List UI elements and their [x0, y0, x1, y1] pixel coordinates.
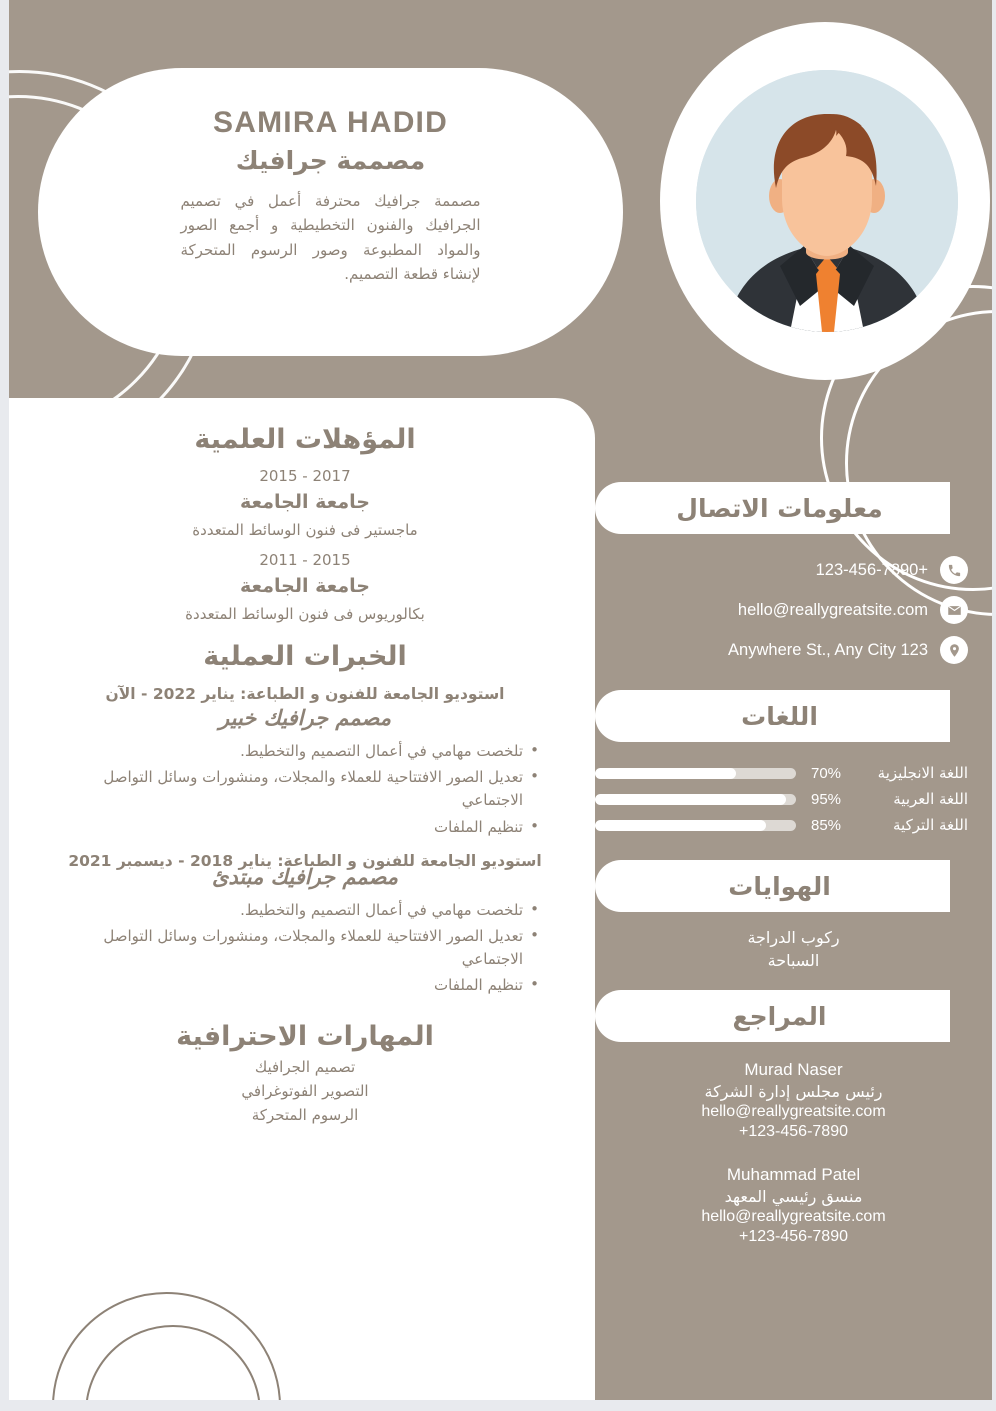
skill-item: تصميم الجرافيك	[254, 1057, 356, 1076]
language-progress-fill	[595, 794, 786, 805]
contact-address-value: 123 Anywhere St., Any City	[728, 640, 928, 659]
education-entry	[37, 551, 573, 623]
experience-bullet-list	[71, 899, 539, 998]
language-percent: 95%	[810, 790, 842, 808]
language-name: اللغة الانجليزية	[877, 764, 968, 782]
reference-role: منسق رئيسي المعهد	[724, 1187, 863, 1206]
phone-icon	[940, 556, 968, 584]
hobby-item: السباحة	[767, 951, 820, 970]
sidebar	[595, 398, 992, 1400]
list-item: • تلخصت مهامي في أعمال التصميم والتخطيط.	[71, 899, 539, 922]
reference-role: رئيس مجلس إدارة الشركة	[704, 1082, 883, 1101]
education-school: جامعة الجامعة	[240, 491, 370, 513]
list-item: • تنظيم الملفات	[71, 816, 539, 839]
contact-phone-row[interactable]	[595, 550, 968, 590]
section-title-contact	[595, 482, 950, 534]
section-title-languages-label: اللغات	[741, 701, 818, 731]
reference-name: Murad Naser	[744, 1060, 843, 1079]
experience-role: مصمم جرافيك خبير	[219, 705, 391, 730]
reference-email: hello@reallygreatsite.com	[701, 1208, 886, 1225]
list-item: • تعديل الصور الافتتاحية للعملاء والمجلات، ومنشورات وسائل التواصل الاجتماعي	[71, 925, 539, 972]
page-edge-right	[992, 0, 996, 1400]
skill-item: الرسوم المتحركة	[251, 1105, 359, 1124]
hobby-item: ركوب الدراجة	[747, 928, 840, 947]
list-item: • تعديل الصور الافتتاحية للعملاء والمجلات، ومنشورات وسائل التواصل الاجتماعي	[71, 766, 539, 813]
reference-phone: +123-456-7890	[739, 1228, 848, 1245]
section-title-experience: الخبرات العملية	[203, 641, 407, 672]
header-card	[38, 68, 623, 356]
section-title-hobbies-label: الهوايات	[728, 871, 831, 901]
section-title-contact-label: معلومات الاتصال	[676, 493, 883, 523]
experience-meta: استوديو الجامعة للفنون و الطباعة: يناير 2018 - ديسمبر 2021	[68, 851, 542, 870]
section-title-education: المؤهلات العلمية	[194, 424, 416, 455]
experience-meta: استوديو الجامعة للفنون و الطباعة: يناير 2022 - الآن	[105, 685, 505, 703]
education-entry	[37, 467, 573, 539]
contact-email-row[interactable]	[595, 590, 968, 630]
language-progress-fill	[595, 820, 766, 831]
page-edge-left	[0, 0, 9, 1400]
page-title: SAMIRA HADID	[213, 106, 448, 139]
section-title-hobbies	[595, 860, 950, 912]
language-progress-bar	[595, 820, 796, 831]
page-edge-bottom	[0, 1400, 996, 1411]
list-item: • تلخصت مهامي في أعمال التصميم والتخطيط.	[71, 740, 539, 763]
education-years: 2017 - 2015	[259, 467, 351, 485]
contact-email-value: hello@reallygreatsite.com	[737, 600, 928, 619]
section-title-skills: المهارات الاحترافية	[176, 1020, 434, 1052]
reference-email: hello@reallygreatsite.com	[701, 1103, 886, 1120]
envelope-icon	[940, 596, 968, 624]
skill-item: التصوير الفوتوغرافي	[241, 1081, 369, 1100]
reference-entry	[627, 1165, 960, 1246]
languages-list	[595, 760, 992, 838]
education-years: 2015 - 2011	[259, 551, 351, 569]
section-title-references	[595, 990, 950, 1042]
section-title-references-label: المراجع	[732, 1001, 827, 1031]
experience-entry	[37, 853, 573, 998]
language-progress-bar	[595, 794, 796, 805]
language-row	[595, 760, 968, 786]
experience-entry	[37, 686, 573, 839]
map-pin-icon	[940, 636, 968, 664]
profile-summary: مصممة جرافيك محترفة أعمل في تصميم الجرافيك والفنون التخطيطية و أجمع الصور والمواد المطبوعة وصور الرسوم المتحركة لإنشاء قطعة التصميم.	[180, 192, 481, 283]
experience-bullet-list	[71, 740, 539, 839]
section-title-languages	[595, 690, 950, 742]
avatar	[696, 70, 958, 332]
experience-role: مصمم جرافيك مبتدئ	[211, 864, 399, 889]
job-role-subtitle: مصممة جرافيك	[235, 146, 426, 175]
avatar-ring	[660, 22, 990, 380]
list-item: • تنظيم الملفات	[71, 974, 539, 997]
language-progress-fill	[595, 768, 736, 779]
language-row	[595, 812, 968, 838]
main-content-column	[9, 398, 595, 1400]
reference-entry	[627, 1060, 960, 1141]
language-percent: 85%	[810, 816, 842, 834]
avatar-illustration-icon	[696, 70, 958, 332]
language-progress-bar	[595, 768, 796, 779]
language-percent: 70%	[810, 764, 842, 782]
education-degree: ماجستير فى فنون الوسائط المتعددة	[192, 521, 418, 539]
reference-name: Muhammad Patel	[726, 1165, 861, 1184]
contact-phone-value: +123-456-7890	[815, 560, 928, 579]
language-name: اللغة العربية	[893, 790, 968, 808]
reference-phone: +123-456-7890	[739, 1123, 848, 1140]
education-degree: بكالوريوس فى فنون الوسائط المتعددة	[185, 605, 425, 623]
language-name: اللغة التركية	[893, 816, 968, 834]
contact-address-row[interactable]	[595, 630, 968, 670]
education-school: جامعة الجامعة	[240, 575, 370, 597]
language-row	[595, 786, 968, 812]
